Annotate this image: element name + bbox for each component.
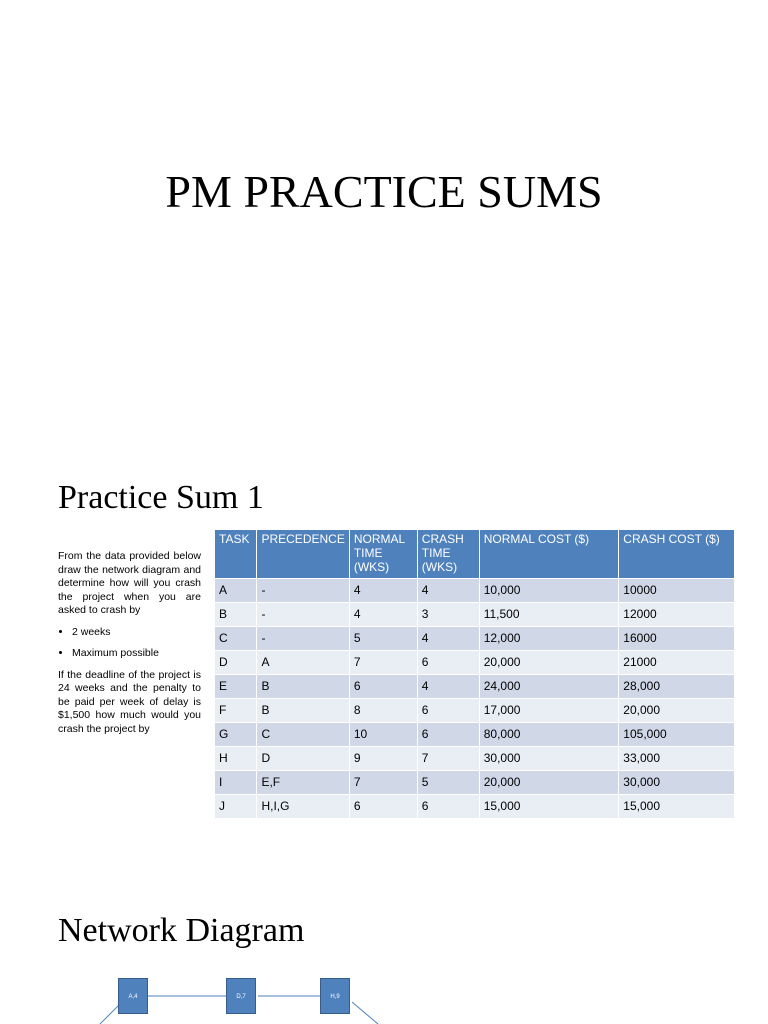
table-cell: 30,000 xyxy=(479,747,619,771)
practice-sum-slide xyxy=(0,458,768,888)
table-cell: 28,000 xyxy=(619,675,735,699)
table-cell: - xyxy=(257,603,349,627)
table-row xyxy=(215,771,735,795)
edge-line xyxy=(100,1006,118,1024)
table-cell: D xyxy=(215,651,257,675)
table-cell: 4 xyxy=(349,579,417,603)
table-cell: - xyxy=(257,579,349,603)
table-cell: B xyxy=(257,675,349,699)
diagram-edges xyxy=(0,894,768,1024)
table-cell: 7 xyxy=(349,651,417,675)
task-table xyxy=(215,530,735,818)
header-crash-cost: CRASH COST ($) xyxy=(619,530,735,579)
slide-title: Practice Sum 1 xyxy=(58,479,264,516)
diagram-node: D,7 xyxy=(226,978,256,1014)
header-crash-time: CRASH TIME (WKS) xyxy=(417,530,479,579)
table-cell: E xyxy=(215,675,257,699)
table-row xyxy=(215,723,735,747)
table-cell: F xyxy=(215,699,257,723)
table-cell: 7 xyxy=(349,771,417,795)
slide-title: Network Diagram xyxy=(58,912,305,949)
table-cell: - xyxy=(257,627,349,651)
bullet-item: • Maximum possible xyxy=(72,647,201,661)
table-cell: 24,000 xyxy=(479,675,619,699)
table-cell: 6 xyxy=(417,651,479,675)
problem-outro: If the deadline of the project is 24 weeks and the penalty to be paid per week of delay is $1,500 how much would you crash the project by xyxy=(58,668,201,735)
diagram-node: A,4 xyxy=(118,978,148,1014)
crash-options-list xyxy=(58,626,201,661)
table-cell: 15,000 xyxy=(479,795,619,819)
table-row xyxy=(215,603,735,627)
table-cell: 4 xyxy=(417,675,479,699)
table-cell: C xyxy=(257,723,349,747)
table-cell: 6 xyxy=(349,675,417,699)
table-cell: 15,000 xyxy=(619,795,735,819)
header-task: TASK xyxy=(215,530,257,579)
header-normal-cost: NORMAL COST ($) xyxy=(479,530,619,579)
table-cell: 6 xyxy=(417,723,479,747)
table-cell: 6 xyxy=(417,699,479,723)
main-title: PM PRACTICE SUMS xyxy=(165,166,603,217)
table-body xyxy=(215,579,735,819)
table-cell: 10 xyxy=(349,723,417,747)
table-cell: B xyxy=(257,699,349,723)
table-cell: 4 xyxy=(417,627,479,651)
table-cell: 3 xyxy=(417,603,479,627)
table-cell: I xyxy=(215,771,257,795)
table-cell: 6 xyxy=(417,795,479,819)
table-cell: 10000 xyxy=(619,579,735,603)
title-slide xyxy=(0,0,768,450)
network-diagram-slide xyxy=(0,894,768,1024)
bullet-item: • 2 weeks xyxy=(72,626,201,640)
table-row xyxy=(215,675,735,699)
table-cell: 20,000 xyxy=(619,699,735,723)
table-cell: C xyxy=(215,627,257,651)
table-cell: 12,000 xyxy=(479,627,619,651)
table-row xyxy=(215,747,735,771)
table-row xyxy=(215,651,735,675)
table-cell: 80,000 xyxy=(479,723,619,747)
table-cell: H,I,G xyxy=(257,795,349,819)
problem-intro: From the data provided below draw the network diagram and determine how will you crash the project when you are asked to crash by xyxy=(58,550,201,616)
table-cell: 8 xyxy=(349,699,417,723)
table-cell: A xyxy=(257,651,349,675)
table-cell: 9 xyxy=(349,747,417,771)
edge-line xyxy=(352,1002,378,1024)
table-cell: 5 xyxy=(349,627,417,651)
table-cell: G xyxy=(215,723,257,747)
table-cell: D xyxy=(257,747,349,771)
table-cell: 12000 xyxy=(619,603,735,627)
table-cell: 10,000 xyxy=(479,579,619,603)
table-cell: 6 xyxy=(349,795,417,819)
table-cell: A xyxy=(215,579,257,603)
table-cell: H xyxy=(215,747,257,771)
table-row xyxy=(215,795,735,819)
table-cell: 7 xyxy=(417,747,479,771)
table-cell: J xyxy=(215,795,257,819)
table-cell: 4 xyxy=(417,579,479,603)
table-cell: 33,000 xyxy=(619,747,735,771)
table-cell: B xyxy=(215,603,257,627)
table-cell: 30,000 xyxy=(619,771,735,795)
table-cell: 21000 xyxy=(619,651,735,675)
table-row xyxy=(215,579,735,603)
table-row xyxy=(215,627,735,651)
table-cell: 4 xyxy=(349,603,417,627)
table-cell: E,F xyxy=(257,771,349,795)
table-cell: 20,000 xyxy=(479,651,619,675)
diagram-node: H,9 xyxy=(320,978,350,1014)
table-cell: 16000 xyxy=(619,627,735,651)
table-row xyxy=(215,699,735,723)
table-cell: 5 xyxy=(417,771,479,795)
table-header-row xyxy=(215,530,735,579)
table-cell: 11,500 xyxy=(479,603,619,627)
table-cell: 20,000 xyxy=(479,771,619,795)
table-cell: 17,000 xyxy=(479,699,619,723)
problem-description xyxy=(58,550,201,744)
header-precedence: PRECEDENCE xyxy=(257,530,349,579)
table-cell: 105,000 xyxy=(619,723,735,747)
header-normal-time: NORMAL TIME (WKS) xyxy=(349,530,417,579)
